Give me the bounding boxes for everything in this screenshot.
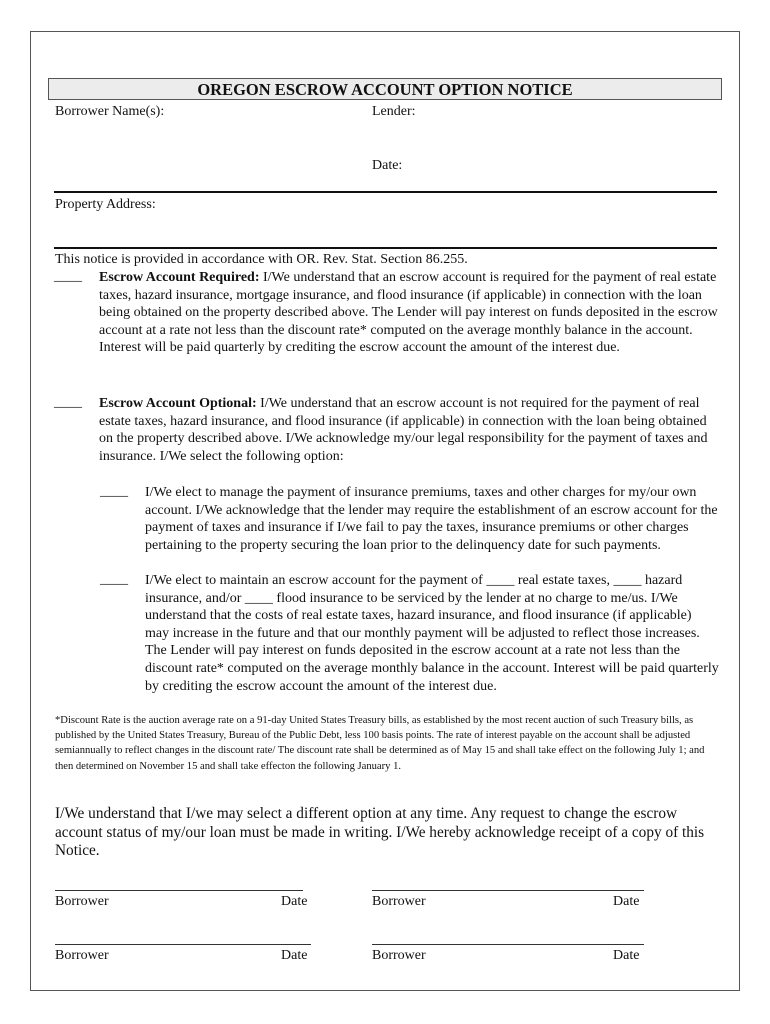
date-label: Date [281, 894, 308, 909]
required-checkbox-blank[interactable]: ____ [54, 269, 82, 284]
property-address-label: Property Address: [55, 197, 156, 212]
date-label: Date: [372, 158, 403, 173]
option-self-manage-blank[interactable]: ____ [100, 484, 128, 499]
form-title: OREGON ESCROW ACCOUNT OPTION NOTICE [48, 78, 722, 100]
option-escrow-account-blank[interactable]: ____ [100, 572, 128, 587]
escrow-required-heading: Escrow Account Required: [99, 270, 260, 285]
borrower-signature-line[interactable] [372, 890, 644, 891]
option-escrow-account-text: I/We elect to maintain an escrow account for the payment of ____ real estate taxes, ____ hazard insurance, and/or ____ flood insurance to be serviced by the lender at no charge to me/us. I/We understand that the costs of real estate taxes, hazard insurance, and flood insurance (if applicable) may increase in the future and that our monthly payment will be adjusted to reflect those increases. The Lender will pay interest on funds deposited in the escrow account at a rate not less than the discount rate* computed on the average monthly balance in the account. Interest will be paid quarterly by crediting the escrow account the amount of the interest due. [145, 573, 719, 694]
escrow-optional-text: I/We understand that an escrow account is not required for the payment of real estate taxes, hazard insurance, and flood insurance (if applicable) in connection with the loan being obtained on the property described above. I/We acknowledge my/our legal responsibility for the payment of taxes and insurance. I/We select the following option: [99, 396, 708, 464]
borrower-label: Borrower [372, 894, 426, 909]
optional-checkbox-blank[interactable]: ____ [54, 395, 82, 410]
borrower-signature-line[interactable] [372, 944, 644, 945]
escrow-required-paragraph [99, 269, 719, 357]
lender-label: Lender: [372, 104, 416, 119]
discount-rate-footnote: *Discount Rate is the auction average rate on a 91-day United States Treasury bills, as established by the most recent auction of such Treasury bills, as published by the United States Treasury, Bureau of the Public Debt, less 100 basis points. The rate of interest payable on the account shall be adjusted semiannually to reflect changes in the discount rate/ The discount rate shall be determined as of May 15 and shall take effect on the following July 1; and then determined on November 15 and shall take effecton the following January 1. [55, 715, 705, 772]
divider-rule [54, 191, 717, 193]
escrow-required-text: I/We understand that an escrow account is required for the payment of real estate taxes, hazard insurance, mortgage insurance, and flood insurance (if applicable) in connection with the loan being obtained on the property described above. The Lender will pay interest on funds deposited in the escrow account at a rate not less than the discount rate* computed on the average monthly balance in the account. Interest will be paid quarterly by crediting the escrow account the amount of the interest due. [99, 270, 718, 356]
statute-notice: This notice is provided in accordance with OR. Rev. Stat. Section 86.255. [55, 252, 468, 267]
date-label: Date [281, 948, 308, 963]
borrower-label: Borrower [372, 948, 426, 963]
borrower-label: Borrower [55, 948, 109, 963]
acknowledgement-paragraph: I/We understand that I/we may select a different option at any time. Any request to change the escrow account status of my/our loan must be made in writing. I/We hereby acknowledge receipt of a copy of this Notice. [55, 805, 705, 859]
borrower-signature-line[interactable] [55, 944, 311, 945]
option-self-manage-text: I/We elect to manage the payment of insurance premiums, taxes and other charges for my/our own account. I/We acknowledge that the lender may require the establishment of an escrow account for the payment of taxes and insurance if I/we fail to pay the taxes, insurance premiums or other charges pertaining to the property securing the loan prior to the delinquency date for such payments. [145, 485, 718, 553]
escrow-optional-heading: Escrow Account Optional: [99, 396, 257, 411]
divider-rule [54, 247, 717, 249]
escrow-optional-paragraph [99, 395, 719, 465]
date-label: Date [613, 948, 640, 963]
borrower-names-label: Borrower Name(s): [55, 104, 165, 119]
borrower-label: Borrower [55, 894, 109, 909]
borrower-signature-line[interactable] [55, 890, 303, 891]
date-label: Date [613, 894, 640, 909]
